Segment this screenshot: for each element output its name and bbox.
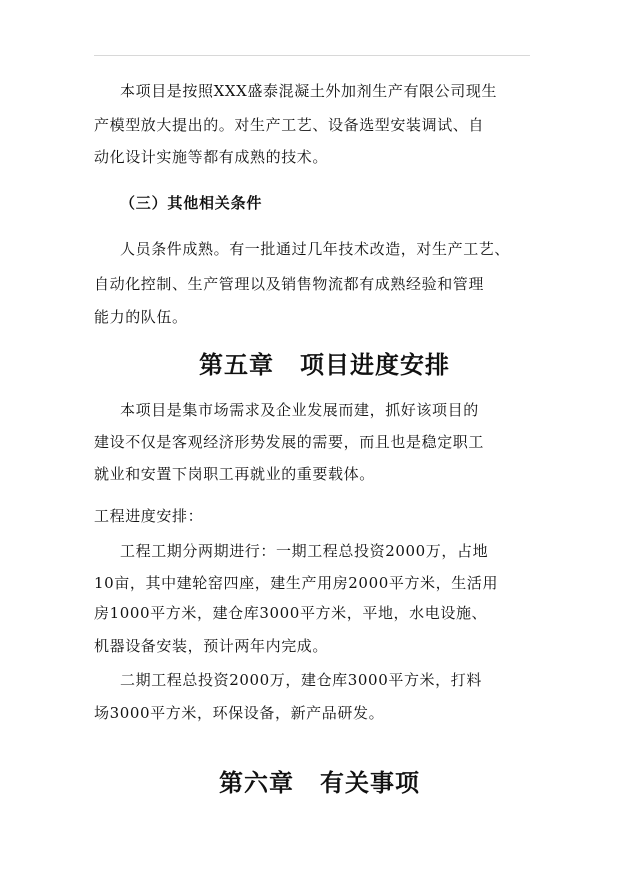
phase1-line-2: 10亩，其中建轮窑四座，建生产用房2000平方米，生活用 xyxy=(94,574,499,592)
schedule-label: 工程进度安排： xyxy=(94,507,204,525)
chapter-5-heading xyxy=(199,345,450,380)
chapter-5-number: 第五章 xyxy=(199,350,274,379)
chapter-5-title: 项目进度安排 xyxy=(300,350,450,379)
subsection-line-2: 自动化控制、生产管理以及销售物流都有成熟经验和管理 xyxy=(94,275,485,293)
header-rule xyxy=(94,55,530,56)
chapter-5-intro-line-1: 本项目是集市场需求及企业发展而建，抓好该项目的 xyxy=(120,401,479,419)
intro-line-2: 产模型放大提出的。对生产工艺、设备选型安装调试、自 xyxy=(94,116,485,134)
subsection-line-3: 能力的队伍。 xyxy=(94,308,188,326)
phase2-line-1: 二期工程总投资2000万，建仓库3000平方米，打料 xyxy=(120,671,482,689)
phase1-line-4: 机器设备安装，预计两年内完成。 xyxy=(94,637,329,655)
intro-line-1: 本项目是按照XXX盛泰混凝土外加剂生产有限公司现生 xyxy=(120,82,498,100)
chapter-5-intro-line-2: 建设不仅是客观经济形势发展的需要，而且也是稳定职工 xyxy=(94,433,485,451)
subsection-line-1: 人员条件成熟。有一批通过几年技术改造，对生产工艺、 xyxy=(120,240,511,258)
phase2-line-2: 场3000平方米，环保设备，新产品研发。 xyxy=(94,704,385,722)
chapter-5-intro-line-3: 就业和安置下岗职工再就业的重要载体。 xyxy=(94,465,375,483)
chapter-6-title: 有关事项 xyxy=(320,768,420,797)
chapter-6-heading xyxy=(219,763,420,798)
intro-line-3: 动化设计实施等都有成熟的技术。 xyxy=(94,148,329,166)
subsection-heading: （三）其他相关条件 xyxy=(120,194,263,212)
chapter-6-number: 第六章 xyxy=(219,768,294,797)
phase1-line-3: 房1000平方米，建仓库3000平方米，平地，水电设施、 xyxy=(94,604,488,622)
phase1-line-1: 工程工期分两期进行：一期工程总投资2000万，占地 xyxy=(120,542,489,560)
